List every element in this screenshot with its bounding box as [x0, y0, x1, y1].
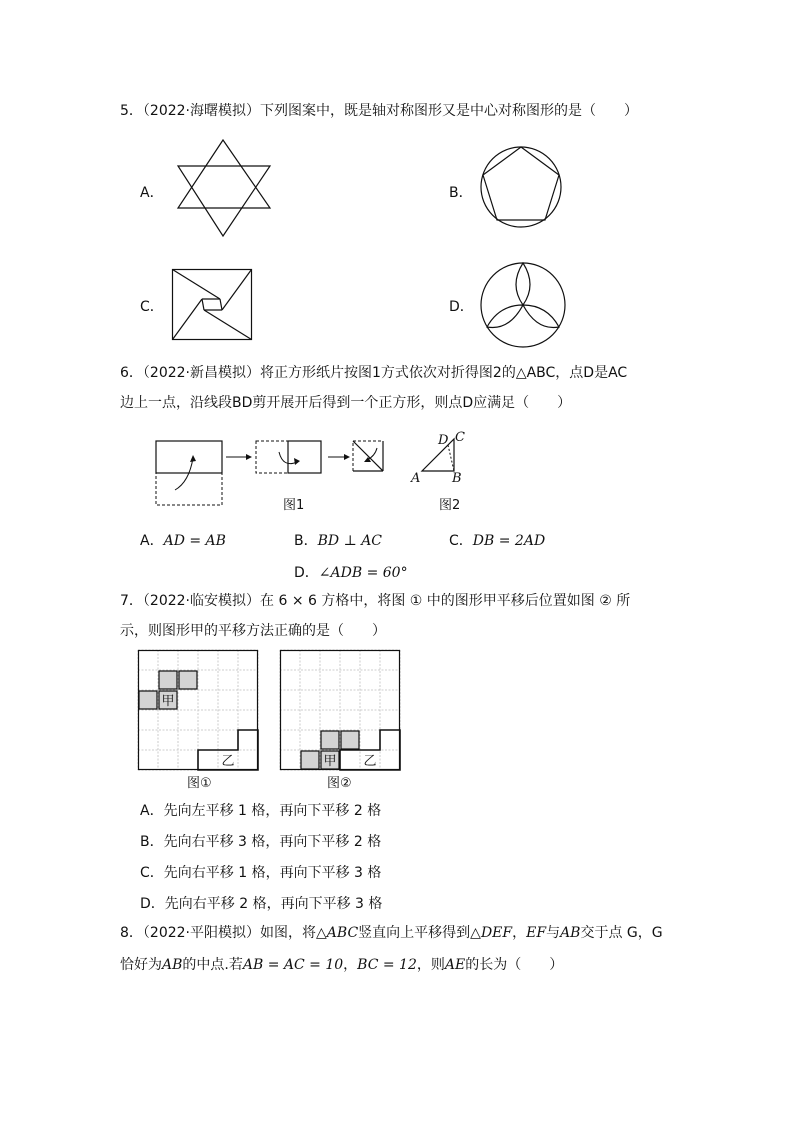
q6-stem-line1: [120, 358, 627, 388]
q8-text: 恰好为: [120, 957, 162, 973]
q6-fig2-caption: 图2: [439, 498, 461, 513]
q8-math: EF: [526, 925, 547, 941]
q7-fig2-caption: 图②: [327, 776, 352, 791]
option-label: C．: [449, 533, 473, 549]
q8-math: DEF: [480, 925, 513, 941]
fig2-label-c: C: [455, 430, 465, 445]
q8-text: 的中点.若: [182, 957, 243, 973]
option-label: A．: [140, 803, 164, 819]
q7-option-b: [140, 831, 381, 851]
option-expr: BD ⊥ AC: [317, 533, 383, 549]
q8-text: ，则: [416, 957, 445, 973]
pentagon-in-circle-figure: [479, 145, 563, 229]
option-text: 先向右平移 2 格，再向下平移 3 格: [164, 896, 383, 912]
q7-option-a: [140, 800, 381, 820]
yi-label: 乙: [221, 754, 235, 769]
jia-cell: [179, 671, 197, 689]
q8-math: AE: [444, 957, 466, 973]
q7-option-d: [140, 893, 382, 913]
option-expr: ∠ADB = 60°: [318, 565, 408, 581]
q8-text: 如图，将△: [260, 925, 327, 941]
option-text: 先向左平移 1 格，再向下平移 2 格: [163, 803, 382, 819]
q5-source: （2022·海曙模拟）: [142, 103, 261, 119]
q6-stem-line2: 边上一点，沿线段BD剪开展开后得到一个正方形，则点D应满足（ ）: [120, 395, 572, 411]
q8-text: ，: [512, 925, 527, 941]
q8-text: 竖直向上平移得到△: [358, 925, 481, 941]
fig2-label-b: B: [452, 471, 462, 486]
option-text: 先向右平移 1 格，再向下平移 3 格: [163, 865, 382, 881]
q7-stem-line1: [120, 586, 630, 616]
option-text: 先向右平移 3 格，再向下平移 2 格: [163, 834, 382, 850]
q5-option-b-label: B．: [449, 185, 473, 201]
option-label: B．: [140, 834, 164, 850]
option-expr: DB = 2AD: [472, 533, 546, 549]
three-arc-circle-figure: [479, 261, 567, 349]
q8-stem-line2: [120, 950, 563, 980]
option-label: A．: [140, 533, 164, 549]
q6-option-c: [449, 530, 545, 550]
pinwheel-square-figure: [172, 269, 252, 340]
jia-cell: [159, 671, 177, 689]
jia-label: 甲: [323, 754, 337, 769]
q8-math: AB = AC = 10: [242, 957, 344, 973]
q5-option-c-label: C．: [140, 299, 164, 315]
q5-stem: [120, 96, 638, 126]
jia-label: 甲: [161, 694, 175, 709]
q6-option-d: [294, 562, 408, 582]
q8-text: 的长为（ ）: [465, 957, 564, 973]
q8-text: ，: [343, 957, 358, 973]
q5-number: 5．: [120, 103, 143, 119]
grid-figure-2: [280, 650, 400, 770]
q5-text: 下列图案中，既是轴对称图形又是中心对称图形的是（ ）: [260, 103, 639, 119]
option-label: C．: [140, 865, 164, 881]
fig2-label-a: A: [411, 471, 421, 486]
q8-text: 交于点 G，G: [580, 925, 663, 941]
jia-cell: [301, 751, 319, 769]
folding-sequence-figure: [155, 438, 385, 508]
q8-math: BC = 12: [357, 957, 417, 973]
q5-option-d-label: D．: [449, 299, 474, 315]
q6-option-b: [294, 530, 382, 550]
q6-source: （2022·新昌模拟）: [142, 365, 261, 381]
q7-source: （2022·临安模拟）: [142, 593, 261, 609]
option-expr: AD = AB: [163, 533, 226, 549]
q7-text-1: 在 6 × 6 方格中，将图 ① 中的图形甲平移后位置如图 ② 所: [260, 593, 631, 609]
q6-number: 6．: [120, 365, 143, 381]
q5-option-a-label: A．: [140, 185, 164, 201]
option-label: D．: [140, 896, 165, 912]
q7-stem-line2: 示，则图形甲的平移方法正确的是（ ）: [120, 623, 386, 639]
option-label: B．: [294, 533, 318, 549]
q6-text-1: 将正方形纸片按图1方式依次对折得图2的△ABC，点D是AC: [260, 365, 628, 381]
q8-math: AB: [560, 925, 581, 941]
jia-cell: [139, 691, 157, 709]
q7-option-c: [140, 862, 381, 882]
q6-option-a: [140, 530, 226, 550]
q8-math: AB: [162, 957, 183, 973]
q8-text: 与: [546, 925, 561, 941]
option-label: D．: [294, 565, 319, 581]
q8-stem-line1: [120, 918, 663, 948]
fig2-label-d: D: [438, 433, 449, 448]
q7-fig1-caption: 图①: [187, 776, 212, 791]
q6-fig1-caption: 图1: [283, 498, 305, 513]
q8-number: 8．: [120, 925, 143, 941]
yi-label: 乙: [363, 754, 377, 769]
q7-number: 7．: [120, 593, 143, 609]
jia-cell: [341, 731, 359, 749]
q8-math: ABC: [326, 925, 359, 941]
q8-source: （2022·平阳模拟）: [142, 925, 261, 941]
jia-cell: [321, 731, 339, 749]
grid-figure-1: [138, 650, 258, 770]
six-pointed-star-figure: [176, 138, 272, 238]
